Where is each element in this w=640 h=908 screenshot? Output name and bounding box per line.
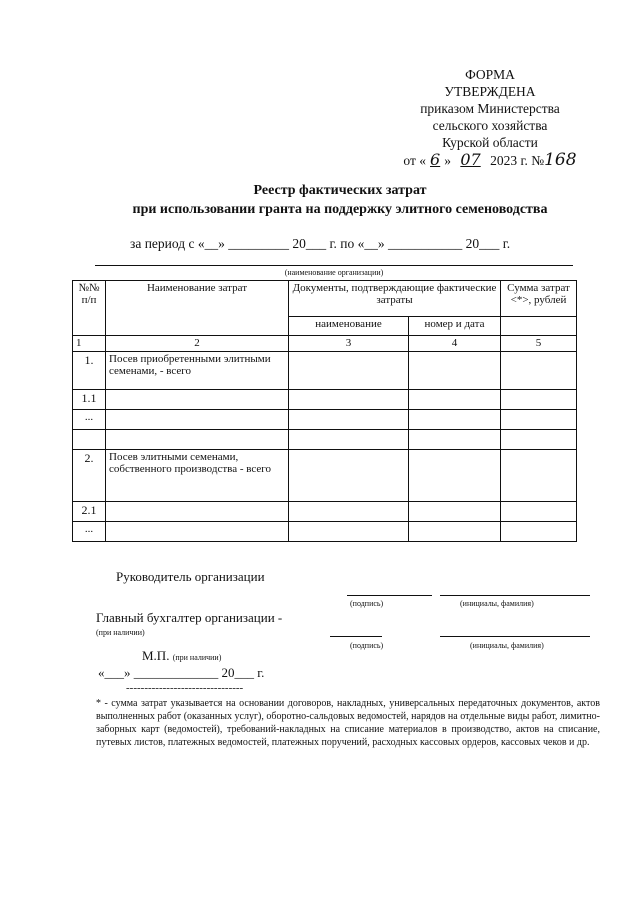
approval-region: Курской области: [442, 135, 538, 150]
table-row: [73, 410, 577, 430]
table-row: [73, 390, 577, 410]
handwritten-number: 168: [544, 150, 577, 170]
col-index-1: 1: [73, 336, 106, 352]
registry-table: [72, 280, 577, 542]
stamp-label: М.П.: [142, 648, 170, 663]
accountant-initials-caption: (инициалы, фамилия): [470, 641, 544, 650]
row-num: 1.1: [73, 390, 106, 410]
row-num: 2.1: [73, 502, 106, 522]
row-name: [106, 502, 289, 522]
accountant-sign-line: [330, 636, 382, 637]
table-row: [73, 430, 577, 450]
period-line: за период с «__» _________ 20___ г. по «__» ___________ 20___ г.: [130, 236, 511, 251]
table-row: [73, 450, 577, 502]
stamp-place: [142, 648, 221, 664]
table-row: [73, 502, 577, 522]
accountant-initials-line: [440, 636, 590, 637]
approval-approved: УТВЕРЖДЕНА: [444, 84, 536, 99]
head-sign-line: [347, 595, 432, 596]
table-row: [73, 352, 577, 390]
row-name: [106, 430, 289, 450]
approval-ministry: сельского хозяйства: [432, 118, 548, 133]
footnote-separator: --------------------------------: [126, 682, 244, 694]
document-subtitle: при использовании гранта на поддержку элитного семеноводства: [132, 202, 548, 217]
head-sign-caption: (подпись): [350, 599, 384, 608]
table-row: [73, 522, 577, 542]
header-doc-name: наименование: [289, 317, 409, 336]
row-num: 1.: [73, 352, 106, 390]
date-prefix: от «: [403, 153, 427, 168]
row-name: [106, 522, 289, 542]
col-index-5: 5: [501, 336, 577, 352]
accountant-if-any: (при наличии): [96, 628, 145, 637]
row-num: ...: [73, 522, 106, 542]
col-index-4: 4: [409, 336, 501, 352]
approval-date-line: [380, 151, 600, 169]
stamp-if-any: (при наличии): [172, 653, 222, 662]
row-num: 2.: [73, 450, 106, 502]
handwritten-month: 07: [460, 150, 481, 169]
row-name: [106, 410, 289, 430]
document-title: Реестр фактических затрат: [253, 183, 427, 198]
handwritten-day: 6: [430, 150, 441, 169]
header-sum: Сумма затрат <*>, рублей: [501, 281, 577, 317]
header-docs: Документы, подтверждающие фактические затраты: [289, 281, 501, 317]
head-initials-caption: (инициалы, фамилия): [460, 599, 534, 608]
accountant-sign-caption: (подпись): [350, 641, 384, 650]
organization-caption: (наименование организации): [284, 268, 384, 277]
footnote: * - сумма затрат указывается на основании договоров, накладных, универсальных передаточных документов, актов выполненных работ (оказанных услуг), оборотно-сальдовых ведомостей, нарядов на отдельные виды работ, лимитно-заборных карт (ведомостей), требований-накладных на списание материалов в производство, актов на списание, путевых листов, платежных ведомостей, платежных поручений, расходных кассовых ордеров, кассовых чеков и др.: [96, 698, 600, 748]
date-mid: »: [444, 153, 451, 168]
row-name: Посев приобретенными элитными семенами, - всего: [106, 352, 289, 390]
date-year: 2023 г. №: [490, 153, 545, 168]
header-doc-num: номер и дата: [409, 317, 501, 336]
header-name: Наименование затрат: [106, 281, 289, 336]
col-index-3: 3: [289, 336, 409, 352]
head-label: Руководитель организации: [116, 569, 265, 584]
header-num: №№ п/п: [73, 281, 106, 336]
approval-block: [380, 66, 600, 169]
approval-form-label: ФОРМА: [465, 67, 515, 82]
accountant-label: Главный бухгалтер организации -: [96, 610, 283, 625]
header-sum-empty: [501, 317, 577, 336]
row-num: [73, 430, 106, 450]
row-name: [106, 390, 289, 410]
approval-order: приказом Министерства: [420, 101, 560, 116]
head-initials-line: [440, 595, 590, 596]
col-index-2: 2: [106, 336, 289, 352]
row-name: Посев элитными семенами, собственного производства - всего: [106, 450, 289, 502]
signature-date: «___» _____________ 20___ г.: [98, 665, 265, 680]
organization-line: [95, 265, 573, 266]
row-num: ...: [73, 410, 106, 430]
